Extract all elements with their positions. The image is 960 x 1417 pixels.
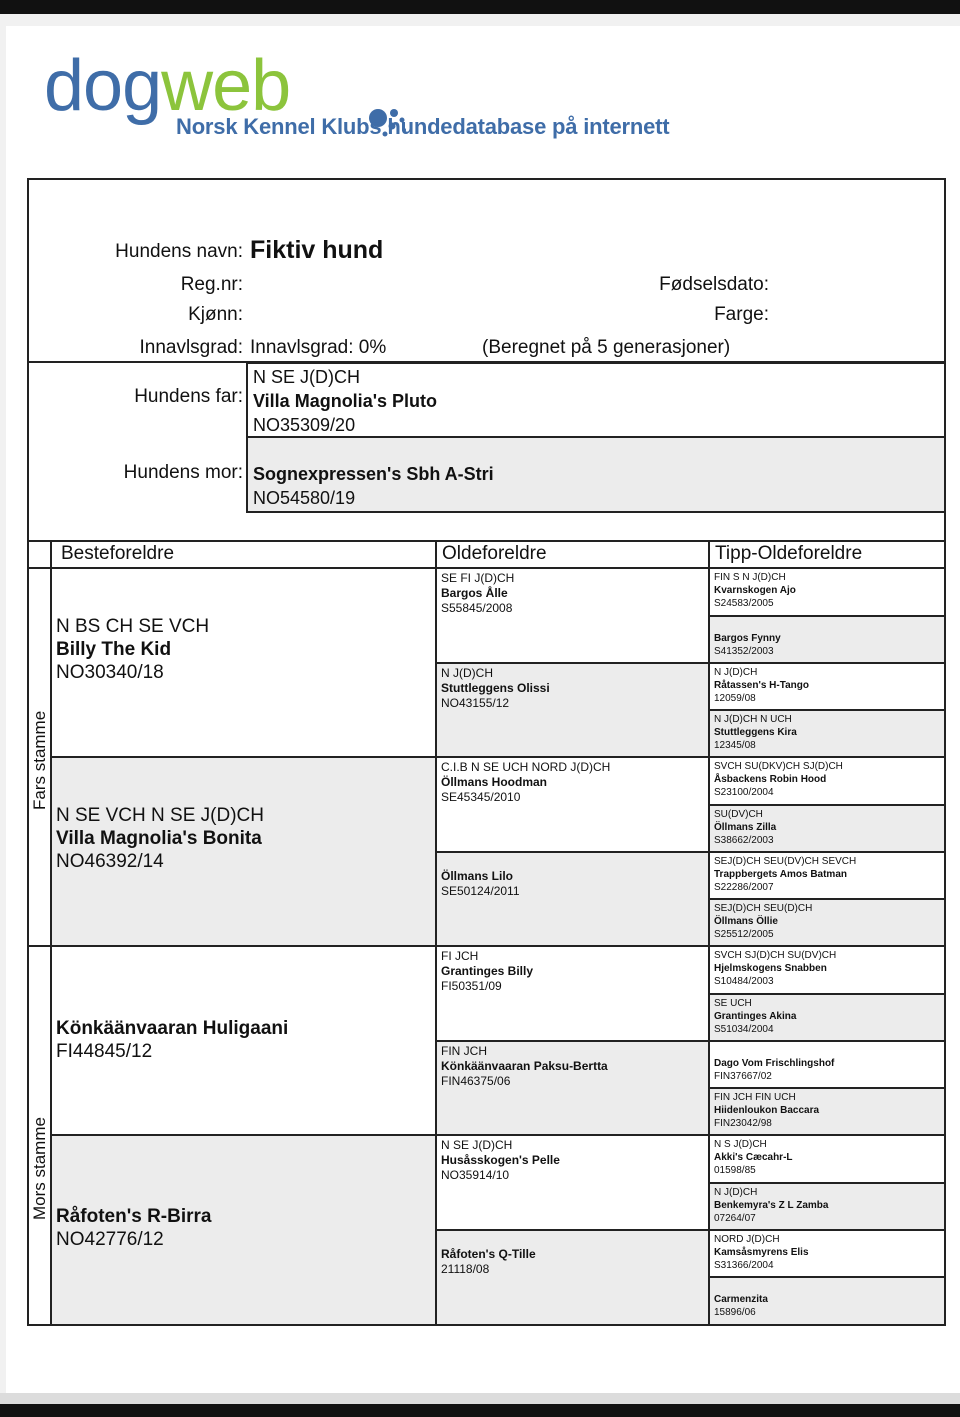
great-grandparent-entry <box>437 1138 560 1183</box>
gggp-name: Grantinges Akina <box>714 1011 797 1022</box>
gggp-reg: S41352/2003 <box>714 646 774 657</box>
gggp-reg: FIN23042/98 <box>714 1118 772 1129</box>
ggp-name: Könkäänvaaran Paksu-Bertta <box>441 1059 608 1073</box>
gggp-name: Dago Vom Frischlingshof <box>714 1058 835 1069</box>
gggp-name: Hiidenloukon Baccara <box>714 1105 820 1116</box>
gggp-reg: 01598/85 <box>714 1165 756 1176</box>
ggp-reg: FIN46375/06 <box>441 1074 511 1088</box>
grandparent-name: Råfoten's R-Birra <box>56 1206 212 1227</box>
great-grandparent-cell <box>437 853 710 947</box>
ggp-name: Husåsskogen's Pelle <box>441 1153 560 1167</box>
mother-box <box>246 436 946 513</box>
logo-tagline: Norsk Kennel Klubs hundedatabase på internett <box>176 114 670 139</box>
grandparent-reg: FI44845/12 <box>56 1041 153 1062</box>
gggp-name: Trappbergets Amos Batman <box>714 869 847 880</box>
gggp-entry <box>710 713 797 752</box>
gggp-reg: 12059/08 <box>714 693 756 704</box>
gggp-name: Akki's Cæcahr-L <box>714 1152 793 1163</box>
gggp-name: Carmenzita <box>714 1294 768 1305</box>
grandparent-name: Billy The Kid <box>56 639 172 660</box>
great-grandparent-entry <box>437 760 610 805</box>
grandparent-reg: NO42776/12 <box>56 1229 164 1250</box>
grandparent-entry <box>56 1205 212 1251</box>
mother-side-label: Mors stamme <box>30 1117 49 1220</box>
gggp-name: Öllmans Öllie <box>714 916 778 927</box>
name-label: Hundens navn: <box>115 241 243 262</box>
great-grandparent-entry <box>437 869 520 899</box>
grandparent-entry <box>56 804 264 873</box>
father-side-label: Fars stamme <box>30 710 49 810</box>
great-grandparent-entry <box>437 1247 536 1277</box>
ggp-titles: N SE J(D)CH <box>441 1138 513 1152</box>
gggp-entry <box>710 632 781 658</box>
grandparent-titles: N SE VCH N SE J(D)CH <box>56 805 264 826</box>
column-great-great-grandparents: Tipp-Oldeforeldre <box>715 543 863 564</box>
ggp-name: Öllmans Hoodman <box>441 775 548 789</box>
gggp-entry <box>710 760 843 799</box>
ggp-reg: SE45345/2010 <box>441 790 521 804</box>
ggp-name: Bargos Ålle <box>441 586 508 600</box>
grandparent-reg: NO46392/14 <box>56 851 164 872</box>
gggp-titles: SEJ(D)CH SEU(D)CH <box>714 903 813 914</box>
grandparent-entry <box>56 615 209 684</box>
inbreeding-value: Innavlsgrad: 0% <box>250 337 387 358</box>
gggp-titles: SEJ(D)CH SEU(DV)CH SEVCH <box>714 856 857 867</box>
gggp-titles: SE UCH <box>714 998 752 1009</box>
ggp-titles: N J(D)CH <box>441 666 493 680</box>
great-grandparent-entry <box>437 571 514 616</box>
gggp-name: Råtassen's H-Tango <box>714 680 809 691</box>
ggp-titles: FI JCH <box>441 949 479 963</box>
gggp-titles: N J(D)CH <box>714 1187 758 1198</box>
logo-word-dog: dog <box>44 46 162 126</box>
ggp-name: Stuttleggens Olissi <box>441 681 550 695</box>
gggp-entry <box>710 808 776 847</box>
gggp-entry <box>710 571 796 610</box>
page-margin-bottom <box>0 1393 960 1404</box>
page-margin-top <box>0 14 960 26</box>
gggp-titles: SVCH SU(DKV)CH SJ(D)CH <box>714 761 843 772</box>
regnr-label: Reg.nr: <box>180 274 243 295</box>
gggp-name: Åsbackens Robin Hood <box>714 774 827 785</box>
gggp-titles: SVCH SJ(D)CH SU(DV)CH <box>714 950 837 961</box>
gggp-entry <box>710 1186 828 1225</box>
side-split-line <box>27 945 52 947</box>
father-label: Hundens far: <box>134 386 243 407</box>
gggp-reg: S22286/2007 <box>714 882 774 893</box>
gggp-name: Benkemyra's Z L Zamba <box>714 1200 829 1211</box>
mother-label: Hundens mor: <box>123 462 243 483</box>
gggp-reg: S31366/2004 <box>714 1260 774 1271</box>
gggp-reg: 15896/06 <box>714 1307 756 1318</box>
sex-label: Kjønn: <box>188 304 243 325</box>
great-grandparent-entry <box>437 666 550 711</box>
father-titles: N SE J(D)CH <box>253 367 360 387</box>
gggp-titles: N S J(D)CH <box>714 1139 767 1150</box>
ggp-reg: FI50351/09 <box>441 979 502 993</box>
ggp-reg: 21118/08 <box>441 1262 490 1276</box>
gggp-reg: FIN37667/02 <box>714 1071 772 1082</box>
gggp-entry <box>710 1233 809 1272</box>
gggp-titles: N J(D)CH <box>714 667 758 678</box>
ggp-reg: NO35914/10 <box>441 1168 510 1182</box>
column-grandparents: Besteforeldre <box>61 543 175 564</box>
great-grandparent-entry <box>437 949 533 994</box>
gggp-titles: SU(DV)CH <box>714 809 763 820</box>
logo-word-web: web <box>161 46 291 126</box>
ggp-name: Grantinges Billy <box>441 964 534 978</box>
grandparent-name: Könkäänvaaran Huligaani <box>56 1018 289 1039</box>
ggp-titles: SE FI J(D)CH <box>441 571 515 585</box>
gggp-entry <box>710 1293 768 1319</box>
grandparent-name: Villa Magnolia's Bonita <box>56 828 262 849</box>
gggp-entry <box>710 997 796 1036</box>
great-grandparent-entry <box>437 1044 608 1089</box>
gggp-name: Bargos Fynny <box>714 633 781 644</box>
ggp-reg: NO43155/12 <box>441 696 510 710</box>
gggp-name: Stuttleggens Kira <box>714 727 797 738</box>
ggp-reg: S55845/2008 <box>441 601 513 615</box>
gggp-entry <box>710 902 812 941</box>
gggp-titles: FIN JCH FIN UCH <box>714 1092 796 1103</box>
grandparent-entry <box>56 1017 288 1063</box>
mother-reg: NO54580/19 <box>253 488 356 508</box>
grandparent-titles: N BS CH SE VCH <box>56 616 210 637</box>
gggp-entry <box>710 1138 793 1177</box>
gggp-name: Kvarnskogen Ajo <box>714 585 796 596</box>
gggp-titles: FIN S N J(D)CH <box>714 572 786 583</box>
gggp-name: Hjelmskogens Snabben <box>714 963 827 974</box>
dog-name: Fiktiv hund <box>250 236 384 264</box>
page-margin-left <box>0 14 6 1393</box>
gggp-reg: 07264/07 <box>714 1213 756 1224</box>
status-bar <box>0 0 960 14</box>
gggp-reg: S38662/2003 <box>714 835 774 846</box>
gggp-reg: S51034/2004 <box>714 1024 774 1035</box>
gggp-reg: S10484/2003 <box>714 976 774 987</box>
father-box <box>246 362 946 438</box>
father-reg: NO35309/20 <box>253 415 356 435</box>
column-great-grandparents: Oldeforeldre <box>442 543 547 564</box>
ggp-name: Öllmans Lilo <box>441 869 514 883</box>
inbreeding-label: Innavlsgrad: <box>139 337 243 358</box>
gggp-entry <box>710 1091 819 1130</box>
gggp-entry <box>710 1057 834 1083</box>
great-grandparent-cell <box>437 1231 710 1326</box>
gggp-entry <box>710 855 856 894</box>
gggp-name: Kamsåsmyrens Elis <box>714 1247 809 1258</box>
gggp-reg: S25512/2005 <box>714 929 774 940</box>
gggp-reg: S24583/2005 <box>714 598 774 609</box>
ggp-name: Råfoten's Q-Tille <box>441 1247 536 1261</box>
birthdate-label: Fødselsdato: <box>659 274 769 295</box>
gggp-reg: 12345/08 <box>714 740 756 751</box>
navigation-bar <box>0 1404 960 1417</box>
mother-name: Sognexpressen's Sbh A-Stri <box>253 464 494 484</box>
gggp-titles: N J(D)CH N UCH <box>714 714 792 725</box>
gggp-titles: NORD J(D)CH <box>714 1234 780 1245</box>
father-name: Villa Magnolia's Pluto <box>253 391 437 411</box>
ggp-titles: C.I.B N SE UCH NORD J(D)CH <box>441 760 611 774</box>
gggp-entry <box>710 949 836 988</box>
inbreeding-note: (Beregnet på 5 generasjoner) <box>482 337 731 358</box>
ggp-reg: SE50124/2011 <box>441 884 520 898</box>
color-label: Farge: <box>714 304 769 325</box>
gggp-name: Öllmans Zilla <box>714 822 777 833</box>
grandparent-reg: NO30340/18 <box>56 662 164 683</box>
gggp-reg: S23100/2004 <box>714 787 774 798</box>
gggp-entry <box>710 666 809 705</box>
ggp-titles: FIN JCH <box>441 1044 487 1058</box>
